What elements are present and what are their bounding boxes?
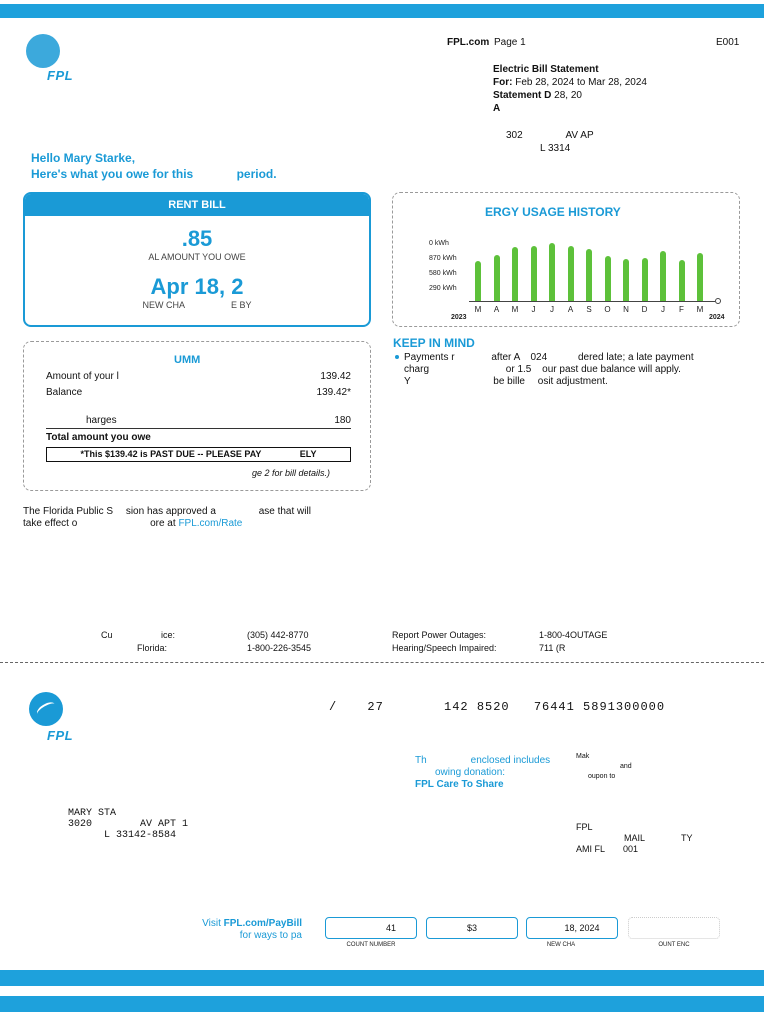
month-label: M bbox=[696, 305, 704, 314]
make-payable-line3: oupon to bbox=[588, 773, 616, 780]
service-address-street: AV AP bbox=[565, 130, 594, 141]
account-number-value: 41 bbox=[385, 923, 396, 933]
statement-date bbox=[493, 90, 582, 101]
past-due-notice bbox=[46, 447, 351, 462]
statement-period bbox=[493, 77, 647, 88]
rate-link[interactable]: FPL.com/Rate bbox=[178, 518, 243, 529]
rate-notice-c: ase that will bbox=[258, 506, 311, 517]
page-number: Page 1 bbox=[494, 37, 526, 48]
current-bill-header-text: RENT BILL bbox=[168, 199, 226, 211]
usage-bar bbox=[642, 258, 648, 301]
logo-text: FPL bbox=[47, 68, 74, 83]
account-number-box bbox=[325, 917, 417, 939]
for-period: Feb 28, 2024 to Mar 28, 2024 bbox=[515, 77, 647, 88]
usage-bar bbox=[623, 259, 629, 301]
greeting-period: period. bbox=[236, 167, 277, 181]
month-label: M bbox=[511, 305, 519, 314]
summary-row bbox=[46, 371, 351, 382]
rate-notice-a: The Florida Public S bbox=[23, 506, 114, 517]
usage-bar bbox=[660, 251, 666, 301]
amount-due: .85 bbox=[181, 226, 213, 251]
donation-line2: owing donation: bbox=[435, 767, 506, 778]
usage-bar bbox=[494, 255, 500, 301]
cust-label-a: Cu bbox=[101, 630, 113, 640]
rate-notice-line1 bbox=[23, 506, 373, 517]
rate-notice-line2 bbox=[23, 518, 242, 529]
keep-in-mind-line2 bbox=[404, 364, 681, 375]
scan-part: 142 8520 bbox=[444, 700, 510, 714]
statement-title: Electric Bill Statement bbox=[493, 64, 599, 75]
summary-row-label: Amount of your l bbox=[46, 371, 119, 382]
statement-date-value: 28, 20 bbox=[554, 90, 582, 101]
usage-bar bbox=[475, 261, 481, 301]
new-charges-due-box bbox=[526, 917, 618, 939]
bottom-brand-bar-1 bbox=[0, 970, 764, 986]
scan-part: / bbox=[329, 700, 338, 714]
month-label: O bbox=[604, 305, 611, 314]
kim-text: charg bbox=[404, 364, 430, 375]
usage-bar bbox=[549, 243, 555, 301]
summary-row-label: Balance bbox=[46, 387, 83, 398]
month-label: M bbox=[474, 305, 482, 314]
greeting-text: Here's what you owe for this bbox=[31, 167, 194, 181]
make-payable-text bbox=[576, 752, 632, 782]
make-payable-line1: Mak bbox=[576, 753, 590, 760]
hearing-phone: 711 (R bbox=[539, 643, 566, 653]
x-end-year: 2024 bbox=[709, 314, 725, 321]
payee-line1-a: MAIL bbox=[624, 833, 646, 843]
rate-notice-e: ore at bbox=[150, 518, 176, 529]
due-date-label bbox=[25, 300, 369, 310]
amount-due-label: AL AMOUNT YOU OWE bbox=[148, 252, 246, 262]
customer-addr-street: AV APT 1 bbox=[140, 819, 189, 830]
stub-logo-text: FPL bbox=[47, 728, 74, 743]
kim-text: Payments r bbox=[404, 352, 455, 363]
summary-title: UMM bbox=[174, 354, 201, 366]
outage-phone: 1-800-4OUTAGE bbox=[539, 630, 608, 640]
usage-bar bbox=[697, 253, 703, 301]
y-tick-label: 870 kWh bbox=[429, 255, 457, 262]
payee-address bbox=[576, 822, 693, 855]
visit-a: Visit bbox=[202, 918, 221, 929]
due-label-a: NEW CHA bbox=[142, 300, 185, 310]
axis-end-marker-icon bbox=[715, 298, 721, 304]
month-label: D bbox=[641, 305, 648, 314]
due-label-b: E BY bbox=[231, 300, 252, 310]
x-start-year: 2023 bbox=[451, 314, 467, 321]
donation-line1 bbox=[415, 755, 550, 767]
y-tick-label: 580 kWh bbox=[429, 270, 457, 277]
customer-addr-number: 3020 bbox=[68, 819, 93, 830]
logo-sun-icon bbox=[26, 34, 60, 68]
usage-bar bbox=[512, 247, 518, 301]
y-tick-top: 0 kWh bbox=[429, 240, 449, 247]
summary-row-value: 139.42* bbox=[316, 387, 351, 398]
current-bill-header bbox=[25, 194, 369, 216]
for-label: For: bbox=[493, 77, 513, 88]
bottom-brand-bar-2 bbox=[0, 996, 764, 1012]
amount-enclosed-due-box bbox=[426, 917, 518, 939]
new-charges-due-value: 18, 2024 bbox=[564, 923, 600, 933]
summary-row bbox=[46, 387, 351, 398]
keep-in-mind-line1 bbox=[404, 352, 694, 363]
summary-divider bbox=[46, 428, 351, 429]
customer-mailing-address bbox=[68, 808, 188, 841]
make-payable-line2: and bbox=[620, 763, 632, 770]
month-label: F bbox=[679, 305, 684, 314]
service-address-number: 302 bbox=[506, 130, 523, 141]
summary-row-value: 139.42 bbox=[320, 371, 351, 382]
usage-bar bbox=[586, 249, 592, 301]
summary-row bbox=[46, 415, 351, 426]
kim-text: dered late; a late payment bbox=[577, 352, 694, 363]
usage-bar bbox=[568, 246, 574, 301]
kim-text: or 1.5 bbox=[505, 364, 532, 375]
keep-in-mind-bullet-icon bbox=[395, 355, 399, 359]
rate-notice-b: sion has approved a bbox=[125, 506, 216, 517]
payee-line2 bbox=[576, 844, 693, 855]
statement-date-label: Statement D bbox=[493, 90, 552, 101]
energy-usage-panel bbox=[392, 192, 740, 327]
amount-enclosed-box[interactable] bbox=[628, 917, 720, 939]
current-bill-box bbox=[23, 192, 371, 327]
month-label: J bbox=[531, 305, 536, 314]
donation-text bbox=[415, 755, 550, 791]
kim-text: be bille bbox=[493, 376, 525, 387]
greeting-line1: Hello Mary Starke, bbox=[31, 151, 136, 165]
account-line: A bbox=[493, 103, 501, 114]
summary-total-row bbox=[46, 432, 351, 443]
month-label: N bbox=[623, 305, 629, 314]
rate-notice-d: take effect o bbox=[23, 518, 78, 529]
kim-text: osit adjustment. bbox=[537, 376, 608, 387]
outage-label: Report Power Outages: bbox=[392, 630, 487, 640]
month-label: A bbox=[567, 305, 574, 314]
summary-footnote: ge 2 for bill details.) bbox=[252, 468, 331, 478]
usage-bar bbox=[531, 246, 537, 301]
customer-service-label bbox=[101, 630, 175, 640]
site-name: FPL.com bbox=[447, 37, 490, 48]
kim-text: after A bbox=[491, 352, 520, 363]
scan-part: 76441 5891300000 bbox=[533, 700, 666, 714]
new-charges-due-label: NEW CHA bbox=[546, 942, 576, 948]
x-axis-line bbox=[469, 301, 715, 302]
keep-in-mind-title: KEEP IN MIND bbox=[393, 336, 475, 350]
kim-text: Y bbox=[404, 376, 411, 387]
payee-line2-b: 001 bbox=[623, 844, 639, 854]
visit-line1 bbox=[200, 918, 302, 930]
tear-off-line bbox=[0, 662, 764, 663]
keep-in-mind-line3 bbox=[404, 376, 608, 387]
cust-label-b: ice: bbox=[161, 630, 176, 640]
service-address-line1 bbox=[506, 130, 594, 141]
donation-b: enclosed includes bbox=[470, 755, 551, 766]
top-brand-bar bbox=[0, 4, 764, 18]
service-address-line2: L 3314 bbox=[540, 143, 571, 154]
customer-service-phone: (305) 442-8770 bbox=[247, 630, 309, 640]
customer-address-line2: L 33142-8584 bbox=[104, 830, 177, 841]
scan-part: 27 bbox=[367, 700, 384, 714]
florida-phone: 1-800-226-3545 bbox=[247, 643, 312, 653]
account-number-label: COUNT NUMBER bbox=[346, 942, 396, 948]
visit-paybill bbox=[200, 918, 302, 942]
usage-bar bbox=[679, 260, 685, 301]
payee-line1 bbox=[576, 833, 693, 844]
paybill-link[interactable]: FPL.com/PayBill bbox=[223, 918, 302, 929]
kim-text: our past due balance will apply. bbox=[542, 364, 681, 375]
month-label: S bbox=[586, 305, 592, 314]
summary-row-value: 180 bbox=[334, 415, 351, 426]
payee-line2-a: AMI FL bbox=[576, 844, 606, 854]
summary-total-label: Total amount you owe bbox=[46, 432, 151, 443]
visit-line2: for ways to pa bbox=[239, 930, 302, 941]
usage-bar bbox=[605, 256, 611, 301]
month-label: J bbox=[550, 305, 554, 314]
donation-a: Th bbox=[415, 755, 427, 766]
payee-name: FPL bbox=[576, 822, 593, 832]
y-tick-label: 290 kWh bbox=[429, 285, 457, 292]
greeting-line2 bbox=[31, 167, 277, 181]
amount-due-value: $3 bbox=[466, 923, 477, 933]
month-label: J bbox=[661, 305, 665, 314]
bill-summary-panel bbox=[23, 341, 371, 491]
statement-code: E001 bbox=[716, 37, 740, 48]
month-label: A bbox=[493, 305, 500, 314]
payee-line1-b: TY bbox=[681, 833, 693, 843]
amount-enclosed-label: OUNT ENC bbox=[658, 942, 690, 948]
past-due-text: *This $139.42 is PAST DUE -- PLEASE PAY bbox=[80, 449, 262, 459]
florida-label: Florida: bbox=[137, 643, 168, 653]
past-due-text-end: ELY bbox=[299, 449, 317, 459]
kim-text: 024 bbox=[530, 352, 548, 363]
scan-line bbox=[329, 700, 665, 714]
customer-name: MARY STA bbox=[68, 808, 117, 819]
summary-row-label: harges bbox=[86, 415, 117, 426]
customer-address-line1 bbox=[68, 819, 188, 830]
due-date: Apr 18, 2 bbox=[150, 274, 244, 299]
donation-program: FPL Care To Share bbox=[415, 779, 504, 790]
hearing-label: Hearing/Speech Impaired: bbox=[392, 643, 497, 653]
chart-title: ERGY USAGE HISTORY bbox=[485, 205, 621, 219]
